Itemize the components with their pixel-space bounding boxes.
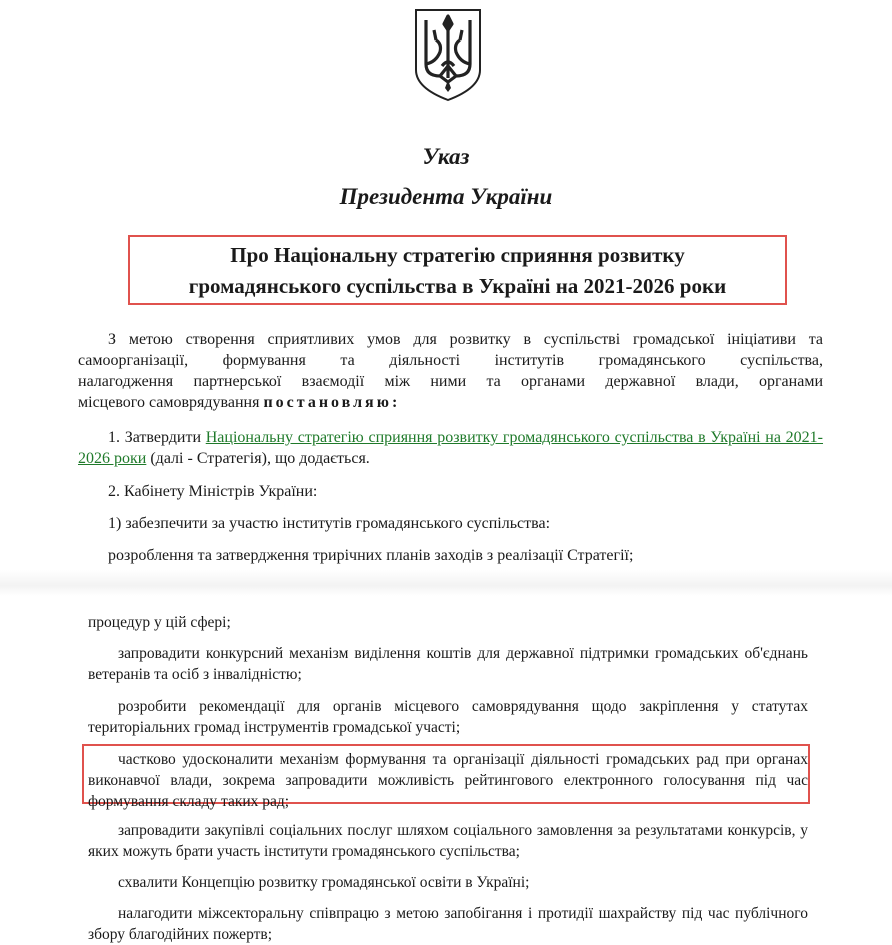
decree-word: постановляю: (263, 394, 401, 411)
list-item: схвалити Концепцію розвитку громадянської освіти в Україні; (118, 874, 530, 891)
item-1 (78, 427, 823, 469)
issuer-title: Президента України (339, 184, 553, 209)
list-item: процедур у цій сфері; (88, 614, 231, 631)
document-type-title: Указ (422, 144, 470, 169)
preamble-line-4 (78, 392, 823, 413)
item-2-sub-1-a: розроблення та затвердження трирічних планів заходів з реалізації Стратегії; (108, 547, 634, 564)
list-item: запровадити конкурсний механізм виділення коштів для державної підтримки громадських об'єднань ветеранів та осіб з інвалідністю; (88, 645, 808, 683)
coat-of-arms-icon (412, 6, 484, 102)
preamble-line-2: самоорганізації, формування та діяльності інститутів громадянського суспільства, (78, 352, 823, 369)
item-1-prefix: 1. Затвердити (108, 429, 206, 446)
preamble (78, 329, 823, 413)
list-item: розробити рекомендації для органів місцевого самоврядування щодо закріплення у статутах територіальних громад інструментів громадської участі; (88, 698, 808, 736)
decree-subject (128, 240, 787, 302)
list-item: налагодити міжсекторальну співпрацю з метою запобігання і протидії шахрайству під час публічного збору благодійних пожертв; (88, 905, 808, 943)
preamble-line-1: З метою створення сприятливих умов для розвитку в суспільстві громадської ініціативи та (108, 331, 823, 348)
strategy-link[interactable]: Національну стратегію сприяння розвитку громадянського суспільства в Україні на 2021-2026 роки (78, 429, 824, 467)
preamble-line-4-text: місцевого самоврядування (78, 394, 260, 411)
page-break-fade (0, 570, 892, 596)
preamble-line-3: налагодження партнерської взаємодії між ними та органами державної влади, органами (78, 373, 823, 390)
list-item: запровадити закупівлі соціальних послуг шляхом соціального замовлення за результатами конкурсів, у яких можуть брати участь інститути громадянського суспільства; (88, 822, 808, 860)
subject-line-1: Про Національну стратегію сприяння розвитку (230, 243, 685, 267)
item-1-suffix: (далі - Стратегія), що додається. (146, 450, 370, 467)
subject-line-2: громадянського суспільства в Україні на 2021-2026 роки (188, 274, 727, 298)
highlighted-list-item: частково удосконалити механізм формування та організації діяльності громадських рад при органах виконавчої влади, зокрема запровадити можливість рейтингового електронного голосування під час формування складу таких рад; (88, 751, 808, 810)
item-2: 2. Кабінету Міністрів України: (108, 483, 318, 500)
item-2-sub-1: 1) забезпечити за участю інститутів громадянського суспільства: (108, 515, 551, 532)
